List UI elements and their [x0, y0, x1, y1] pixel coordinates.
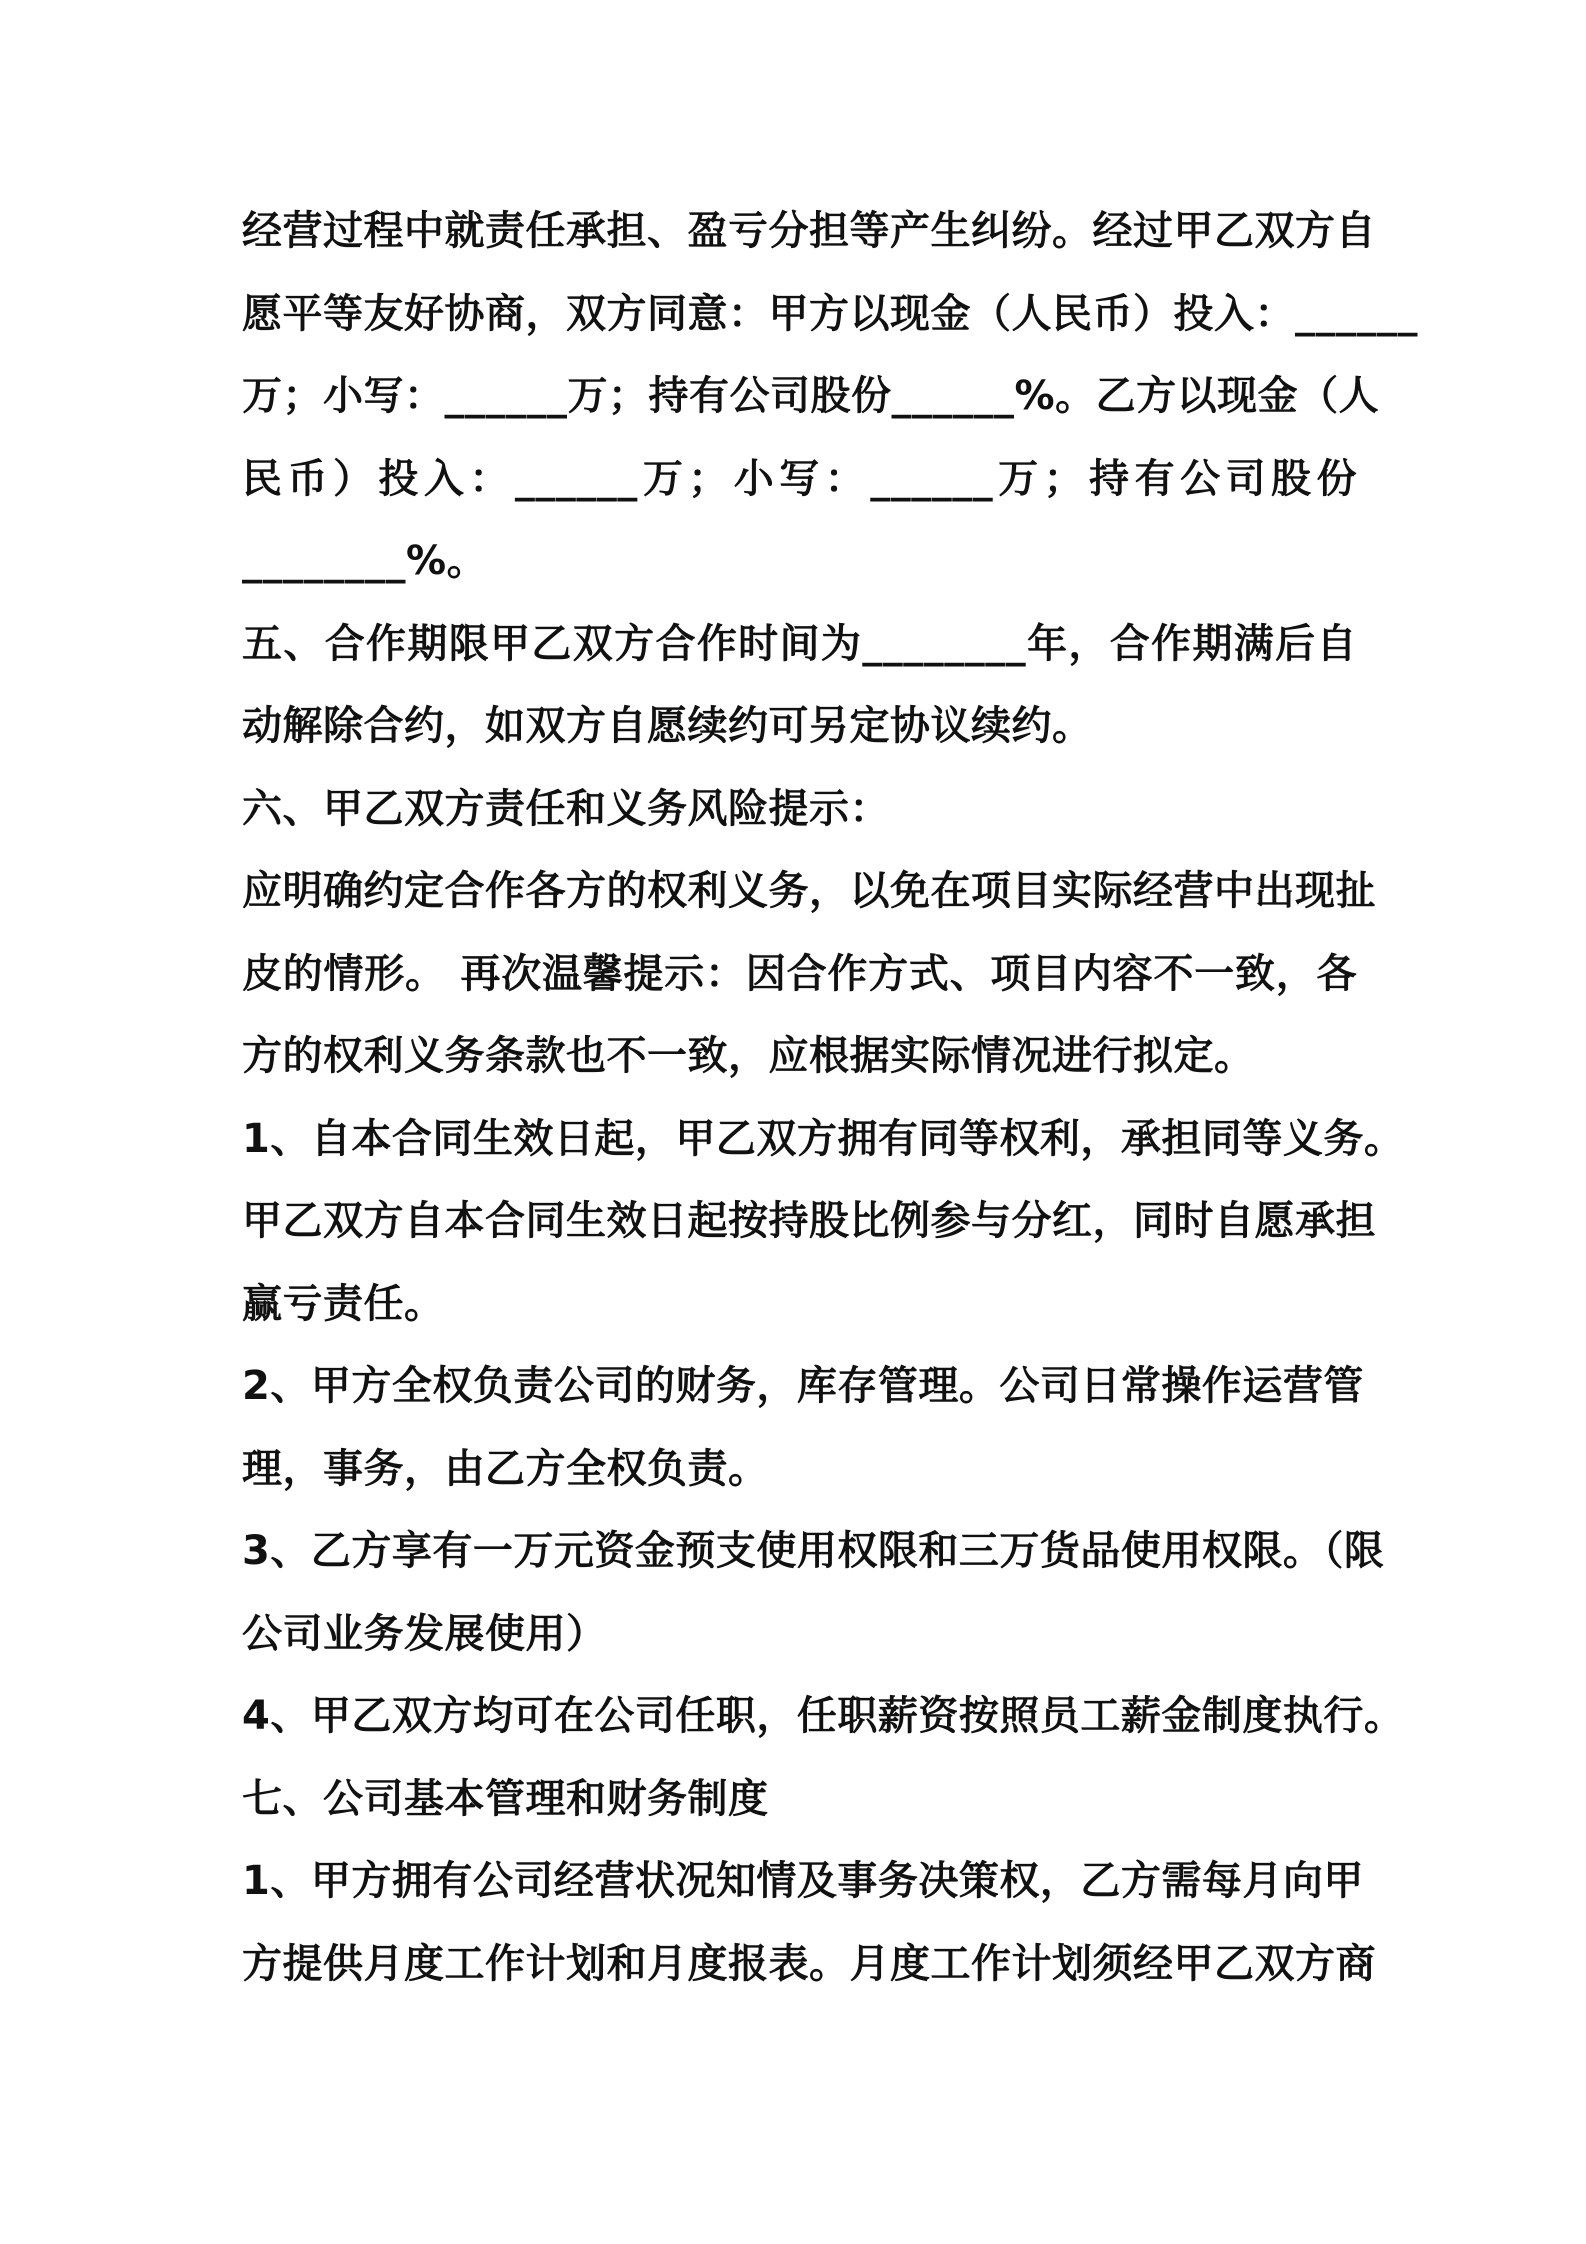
text-line: 方提供月度工作计划和月度报表。月度工作计划须经甲乙双方商: [242, 1940, 1376, 1987]
text-line: 甲乙双方自本合同生效日起按持股比例参与分红，同时自愿承担: [242, 1198, 1376, 1244]
text-line: ________%。: [242, 538, 488, 584]
text-line: 民币）投入：______万；小写：______万；持有公司股份: [242, 455, 1357, 502]
list-item-3: 3、乙方享有一万元资金预支使用权限和三万货品使用权限。（限: [242, 1528, 1385, 1574]
text-line: 赢亏责任。: [242, 1280, 445, 1327]
section-heading-6: 六、甲乙双方责任和义务风险提示：: [242, 785, 890, 832]
text-line: 公司业务发展使用）: [242, 1610, 607, 1657]
document-body: [242, 190, 1418, 2005]
text-line: 万；小写：______万；持有公司股份______%。乙方以现金（人: [242, 373, 1380, 419]
text-line: 愿平等友好协商，双方同意：甲方以现金（人民币）投入：______: [242, 290, 1418, 337]
list-item-2: 2、甲方全权负责公司的财务，库存管理。公司日常操作运营管: [242, 1363, 1364, 1409]
section-heading-7: 七、公司基本管理和财务制度: [242, 1775, 769, 1822]
list-item-4: 4、甲乙双方均可在公司任职，任职薪资按照员工薪金制度执行。: [242, 1693, 1405, 1739]
text-line: 理，事务，由乙方全权负责。: [242, 1445, 769, 1492]
text-line: 经营过程中就责任承担、盈亏分担等产生纠纷。经过甲乙双方自: [242, 208, 1376, 254]
section-heading-5: 五、合作期限甲乙双方合作时间为________年，合作期满后自: [242, 620, 1357, 667]
list-item-1: 1、甲方拥有公司经营状况知情及事务决策权，乙方需每月向甲: [242, 1858, 1364, 1904]
text-line: 应明确约定合作各方的权利义务，以免在项目实际经营中出现扯: [242, 868, 1376, 914]
list-item-1: 1、自本合同生效日起，甲乙双方拥有同等权利，承担同等义务。: [242, 1115, 1405, 1162]
text-line: 皮的情形。 再次温馨提示：因合作方式、项目内容不一致，各: [242, 950, 1357, 997]
text-line: 动解除合约，如双方自愿续约可另定协议续约。: [242, 703, 1093, 749]
text-line: 方的权利义务条款也不一致，应根据实际情况进行拟定。: [242, 1033, 1255, 1079]
